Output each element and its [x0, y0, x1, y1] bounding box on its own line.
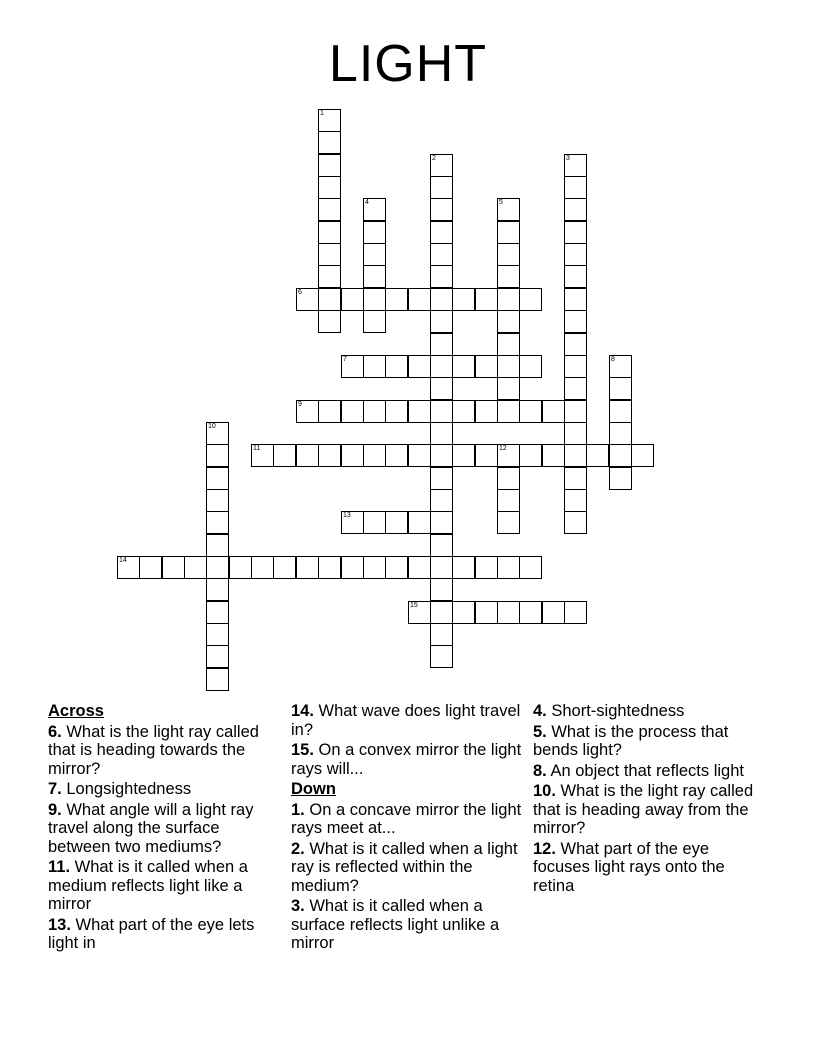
grid-cell[interactable] [475, 556, 498, 579]
cell-number: 9 [298, 401, 302, 408]
grid-cell[interactable] [430, 534, 453, 557]
grid-cell[interactable] [430, 310, 453, 333]
grid-cell[interactable] [430, 623, 453, 646]
grid-cell[interactable] [318, 221, 341, 244]
grid-cell[interactable] [475, 355, 498, 378]
down-heading: Down [291, 780, 336, 798]
grid-cell[interactable] [385, 444, 408, 467]
grid-cell[interactable] [497, 288, 520, 311]
grid-cell[interactable] [385, 556, 408, 579]
grid-cell[interactable] [385, 355, 408, 378]
grid-cell[interactable] [206, 422, 229, 445]
grid-cell[interactable] [430, 467, 453, 490]
grid-cell[interactable] [408, 444, 431, 467]
grid-cell[interactable] [497, 489, 520, 512]
down-clue-2: 2. What is it called when a light ray is reflected within the medium? [291, 839, 518, 895]
grid-cell[interactable] [452, 288, 475, 311]
across-clue-14: 14. What wave does light travel in? [291, 702, 521, 739]
grid-cell[interactable] [296, 444, 319, 467]
grid-cell[interactable] [542, 601, 565, 624]
down-clue-1: 1. On a concave mirror the light rays meet at... [291, 800, 522, 837]
grid-cell[interactable] [564, 288, 587, 311]
grid-cell[interactable] [519, 444, 542, 467]
cell-number: 7 [343, 356, 347, 363]
grid-cell[interactable] [341, 556, 364, 579]
grid-cell[interactable] [497, 355, 520, 378]
grid-cell[interactable] [318, 265, 341, 288]
grid-cell[interactable] [318, 400, 341, 423]
grid-cell[interactable] [273, 444, 296, 467]
cell-number: 11 [253, 445, 261, 452]
cell-number: 15 [410, 602, 418, 609]
across-clue-6: 6. What is the light ray called that is heading towards the mirror? [48, 722, 259, 778]
grid-cell[interactable] [385, 511, 408, 534]
grid-cell[interactable] [162, 556, 185, 579]
grid-cell[interactable] [430, 198, 453, 221]
grid-cell[interactable] [564, 310, 587, 333]
cell-number: 10 [208, 423, 216, 430]
grid-cell[interactable] [408, 556, 431, 579]
grid-cell[interactable] [206, 467, 229, 490]
grid-cell[interactable] [497, 400, 520, 423]
grid-cell[interactable] [430, 556, 453, 579]
cell-number: 2 [432, 155, 436, 162]
clues-column-2 [291, 702, 527, 955]
grid-cell[interactable] [363, 310, 386, 333]
grid-cell[interactable] [385, 288, 408, 311]
grid-cell[interactable] [430, 221, 453, 244]
grid-cell[interactable] [609, 355, 632, 378]
grid-cell[interactable] [341, 355, 364, 378]
grid-cell[interactable] [206, 623, 229, 646]
grid-cell[interactable] [251, 444, 274, 467]
grid-cell[interactable] [430, 601, 453, 624]
grid-cell[interactable] [586, 444, 609, 467]
across-clue-11: 11. What is it called when a medium reflects light like a mirror [48, 858, 248, 913]
grid-cell[interactable] [206, 511, 229, 534]
grid-cell[interactable] [475, 288, 498, 311]
grid-cell[interactable] [408, 511, 431, 534]
grid-cell[interactable] [475, 444, 498, 467]
grid-cell[interactable] [318, 243, 341, 266]
across-clue-9: 9. What angle will a light ray travel along the surface between two mediums? [48, 800, 254, 856]
grid-cell[interactable] [363, 288, 386, 311]
cell-number: 14 [119, 557, 127, 564]
across-clue-7: 7. Longsightedness [48, 780, 192, 798]
grid-cell[interactable] [564, 422, 587, 445]
cell-number: 12 [499, 445, 507, 452]
cell-number: 13 [343, 512, 351, 519]
grid-cell[interactable] [542, 444, 565, 467]
grid-cell[interactable] [497, 511, 520, 534]
grid-cell[interactable] [363, 265, 386, 288]
grid-cell[interactable] [318, 109, 341, 132]
grid-cell[interactable] [564, 444, 587, 467]
grid-cell[interactable] [430, 422, 453, 445]
grid-cell[interactable] [341, 400, 364, 423]
grid-cell[interactable] [430, 355, 453, 378]
grid-cell[interactable] [318, 198, 341, 221]
grid-cell[interactable] [564, 243, 587, 266]
clues-column-1 [48, 702, 284, 955]
grid-cell[interactable] [430, 645, 453, 668]
grid-cell[interactable] [318, 154, 341, 177]
grid-cell[interactable] [564, 355, 587, 378]
grid-cell[interactable] [609, 400, 632, 423]
grid-cell[interactable] [519, 355, 542, 378]
grid-cell[interactable] [609, 467, 632, 490]
cell-number: 3 [566, 155, 570, 162]
grid-cell[interactable] [117, 556, 140, 579]
across-heading: Across [48, 702, 104, 720]
grid-cell[interactable] [206, 578, 229, 601]
grid-cell[interactable] [206, 444, 229, 467]
grid-cell[interactable] [609, 444, 632, 467]
grid-cell[interactable] [430, 333, 453, 356]
grid-cell[interactable] [206, 489, 229, 512]
cell-number: 4 [365, 199, 369, 206]
grid-cell[interactable] [564, 198, 587, 221]
grid-cell[interactable] [363, 444, 386, 467]
grid-cell[interactable] [564, 511, 587, 534]
grid-cell[interactable] [408, 288, 431, 311]
grid-cell[interactable] [363, 198, 386, 221]
grid-cell[interactable] [430, 400, 453, 423]
grid-cell[interactable] [497, 444, 520, 467]
down-clue-3: 3. What is it called when a surface reflects light unlike a mirror [291, 897, 500, 952]
grid-cell[interactable] [430, 511, 453, 534]
grid-cell[interactable] [564, 154, 587, 177]
grid-cell[interactable] [206, 645, 229, 668]
grid-cell[interactable] [497, 601, 520, 624]
grid-cell[interactable] [564, 601, 587, 624]
grid-cell[interactable] [206, 601, 229, 624]
grid-cell[interactable] [363, 221, 386, 244]
grid-cell[interactable] [229, 556, 252, 579]
across-clue-13: 13. What part of the eye lets light in [48, 915, 255, 952]
grid-cell[interactable] [631, 444, 654, 467]
cell-number: 6 [298, 289, 302, 296]
grid-cell[interactable] [564, 467, 587, 490]
grid-cell[interactable] [542, 400, 565, 423]
grid-cell[interactable] [430, 243, 453, 266]
grid-cell[interactable] [318, 288, 341, 311]
grid-cell[interactable] [564, 377, 587, 400]
down-clue-4: 4. Short-sightedness [533, 702, 685, 720]
grid-cell[interactable] [318, 176, 341, 199]
grid-cell[interactable] [363, 511, 386, 534]
grid-cell[interactable] [497, 265, 520, 288]
puzzle-title: LIGHT [328, 35, 488, 93]
grid-cell[interactable] [497, 243, 520, 266]
grid-cell[interactable] [564, 489, 587, 512]
cell-number: 8 [611, 356, 615, 363]
grid-cell[interactable] [519, 400, 542, 423]
grid-cell[interactable] [363, 355, 386, 378]
grid-cell[interactable] [430, 444, 453, 467]
grid-cell[interactable] [318, 131, 341, 154]
grid-cell[interactable] [497, 221, 520, 244]
grid-cell[interactable] [363, 243, 386, 266]
grid-cell[interactable] [296, 556, 319, 579]
grid-cell[interactable] [497, 333, 520, 356]
grid-cell[interactable] [497, 310, 520, 333]
clues-column-3 [533, 702, 769, 897]
grid-cell[interactable] [475, 601, 498, 624]
grid-cell[interactable] [452, 400, 475, 423]
grid-cell[interactable] [564, 265, 587, 288]
grid-cell[interactable] [452, 601, 475, 624]
grid-cell[interactable] [363, 400, 386, 423]
grid-cell[interactable] [430, 578, 453, 601]
grid-cell[interactable] [497, 467, 520, 490]
down-clue-5: 5. What is the process that bends light? [533, 722, 729, 759]
grid-cell[interactable] [206, 556, 229, 579]
grid-cell[interactable] [564, 221, 587, 244]
grid-cell[interactable] [318, 556, 341, 579]
grid-cell[interactable] [341, 444, 364, 467]
grid-cell[interactable] [430, 377, 453, 400]
grid-cell[interactable] [497, 377, 520, 400]
grid-cell[interactable] [430, 265, 453, 288]
grid-cell[interactable] [497, 198, 520, 221]
down-clue-8: 8. An object that reflects light [533, 761, 744, 780]
grid-cell[interactable] [564, 400, 587, 423]
grid-cell[interactable] [430, 489, 453, 512]
cell-number: 5 [499, 199, 503, 206]
grid-cell[interactable] [296, 288, 319, 311]
grid-cell[interactable] [452, 355, 475, 378]
grid-cell[interactable] [564, 333, 587, 356]
grid-cell[interactable] [519, 288, 542, 311]
grid-cell[interactable] [497, 556, 520, 579]
grid-cell[interactable] [341, 288, 364, 311]
grid-cell[interactable] [519, 556, 542, 579]
grid-cell[interactable] [385, 400, 408, 423]
grid-cell[interactable] [139, 556, 162, 579]
grid-cell[interactable] [564, 176, 587, 199]
grid-cell[interactable] [452, 556, 475, 579]
grid-cell[interactable] [408, 400, 431, 423]
grid-cell[interactable] [408, 601, 431, 624]
grid-cell[interactable] [206, 668, 229, 691]
down-clue-10: 10. What is the light ray called that is heading away from the mirror? [533, 782, 754, 837]
grid-cell[interactable] [475, 400, 498, 423]
grid-cell[interactable] [296, 400, 319, 423]
grid-cell[interactable] [318, 444, 341, 467]
grid-cell[interactable] [184, 556, 207, 579]
grid-cell[interactable] [273, 556, 296, 579]
cell-number: 1 [320, 110, 324, 117]
grid-cell[interactable] [430, 154, 453, 177]
grid-cell[interactable] [341, 511, 364, 534]
grid-cell[interactable] [251, 556, 274, 579]
grid-cell[interactable] [408, 355, 431, 378]
grid-cell[interactable] [430, 176, 453, 199]
across-clue-15: 15. On a convex mirror the light rays will... [291, 741, 522, 778]
grid-cell[interactable] [430, 288, 453, 311]
grid-cell[interactable] [609, 422, 632, 445]
grid-cell[interactable] [206, 534, 229, 557]
down-clue-12: 12. What part of the eye focuses light rays onto the retina [533, 839, 725, 895]
grid-cell[interactable] [452, 444, 475, 467]
grid-cell[interactable] [318, 310, 341, 333]
grid-cell[interactable] [519, 601, 542, 624]
grid-cell[interactable] [363, 556, 386, 579]
grid-cell[interactable] [609, 377, 632, 400]
